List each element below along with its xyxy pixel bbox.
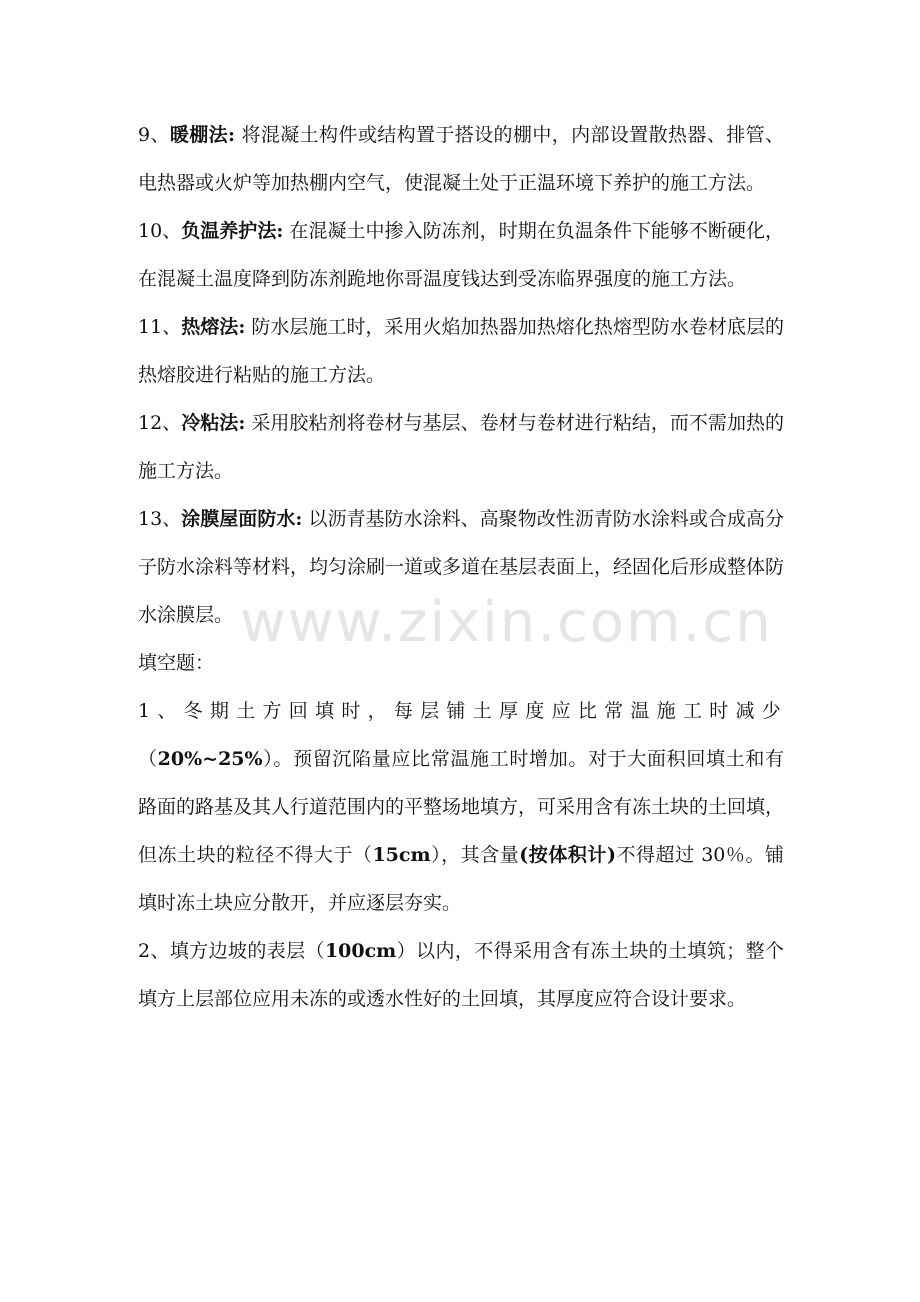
definition-number: 11、 — [138, 316, 182, 338]
document-page — [138, 111, 784, 1023]
definition-term: 负温养护法 — [181, 220, 277, 242]
definition-number: 12、 — [138, 412, 182, 434]
definition-colon: : — [228, 124, 236, 146]
definition-9 — [138, 111, 784, 207]
definition-number: 10、 — [138, 220, 182, 242]
definition-colon: : — [238, 412, 246, 434]
question-text: （ — [138, 748, 158, 770]
definition-colon: : — [295, 508, 303, 530]
definition-text: 采用胶粘剂将卷材与基层、卷材与卷材进行粘结，而不需加热的施工方法。 — [138, 412, 784, 482]
answer-text: (按体积计) — [519, 844, 616, 866]
definition-12 — [138, 399, 784, 495]
definition-colon: : — [238, 316, 246, 338]
definition-11 — [138, 303, 784, 399]
definition-text: 以沥青基防水涂料、高聚物改性沥青防水涂料或合成高分子防水涂料等材料，均匀涂刷一道或多道在基层表面上，经固化后形成整体防水涂膜层。 — [138, 508, 785, 626]
definition-term: 暖棚法 — [169, 124, 229, 146]
question-text: ）。预留沉陷量应比常温施工时增加。对于大面积回填土和有路面的路基及其人行道范围内的平整场地填方，可采用含有冻土块的土回填，但冻土块的粒径不得大于（ — [138, 748, 785, 866]
question-text: ），其含量 — [430, 844, 520, 866]
definition-term: 冷粘法 — [181, 412, 239, 434]
answer-text: 15cm — [372, 844, 431, 866]
definition-10 — [138, 207, 784, 303]
fill-blank-question-2 — [138, 927, 784, 1023]
definition-text: 在混凝土中掺入防冻剂，时期在负温条件下能够不断硬化，在混凝土温度降到防冻剂跪地你哥温度钱达到受冻临界强度的施工方法。 — [138, 220, 784, 290]
question-text: 不得超过 30％。铺填时冻土块应分散开，并应逐层夯实。 — [138, 844, 784, 914]
question-text: ）以内，不得采用含有冻土块的土填筑；整个填方上层部位应用未冻的或透水性好的土回填，其厚度应符合设计要求。 — [138, 940, 784, 1010]
watermark: www.zixin.com.cn — [240, 590, 773, 655]
answer-text: 100cm — [324, 940, 397, 962]
definition-text: 防水层施工时，采用火焰加热器加热熔化热熔型防水卷材底层的热熔胶进行粘贴的施工方法。 — [138, 316, 784, 386]
question-text: 1、冬期土方回填时，每层铺土厚度应比常温施工时减少 — [138, 700, 784, 722]
definition-text: 将混凝土构件或结构置于搭设的棚中，内部设置散热器、排管、电热器或火炉等加热棚内空气，使混凝土处于正温环境下养护的施工方法。 — [138, 124, 784, 194]
definition-colon: : — [276, 220, 284, 242]
fill-blank-heading: 填空题： — [138, 652, 215, 674]
definition-number: 13、 — [138, 508, 182, 530]
definition-term: 涂膜屋面防水 — [181, 508, 296, 530]
definition-term: 热熔法 — [181, 316, 239, 338]
fill-blank-question-1 — [138, 687, 784, 927]
question-text: 2、填方边坡的表层（ — [138, 940, 325, 962]
answer-text: 20%~25% — [157, 748, 263, 770]
definition-number: 9、 — [138, 124, 170, 146]
definition-13 — [138, 495, 784, 639]
